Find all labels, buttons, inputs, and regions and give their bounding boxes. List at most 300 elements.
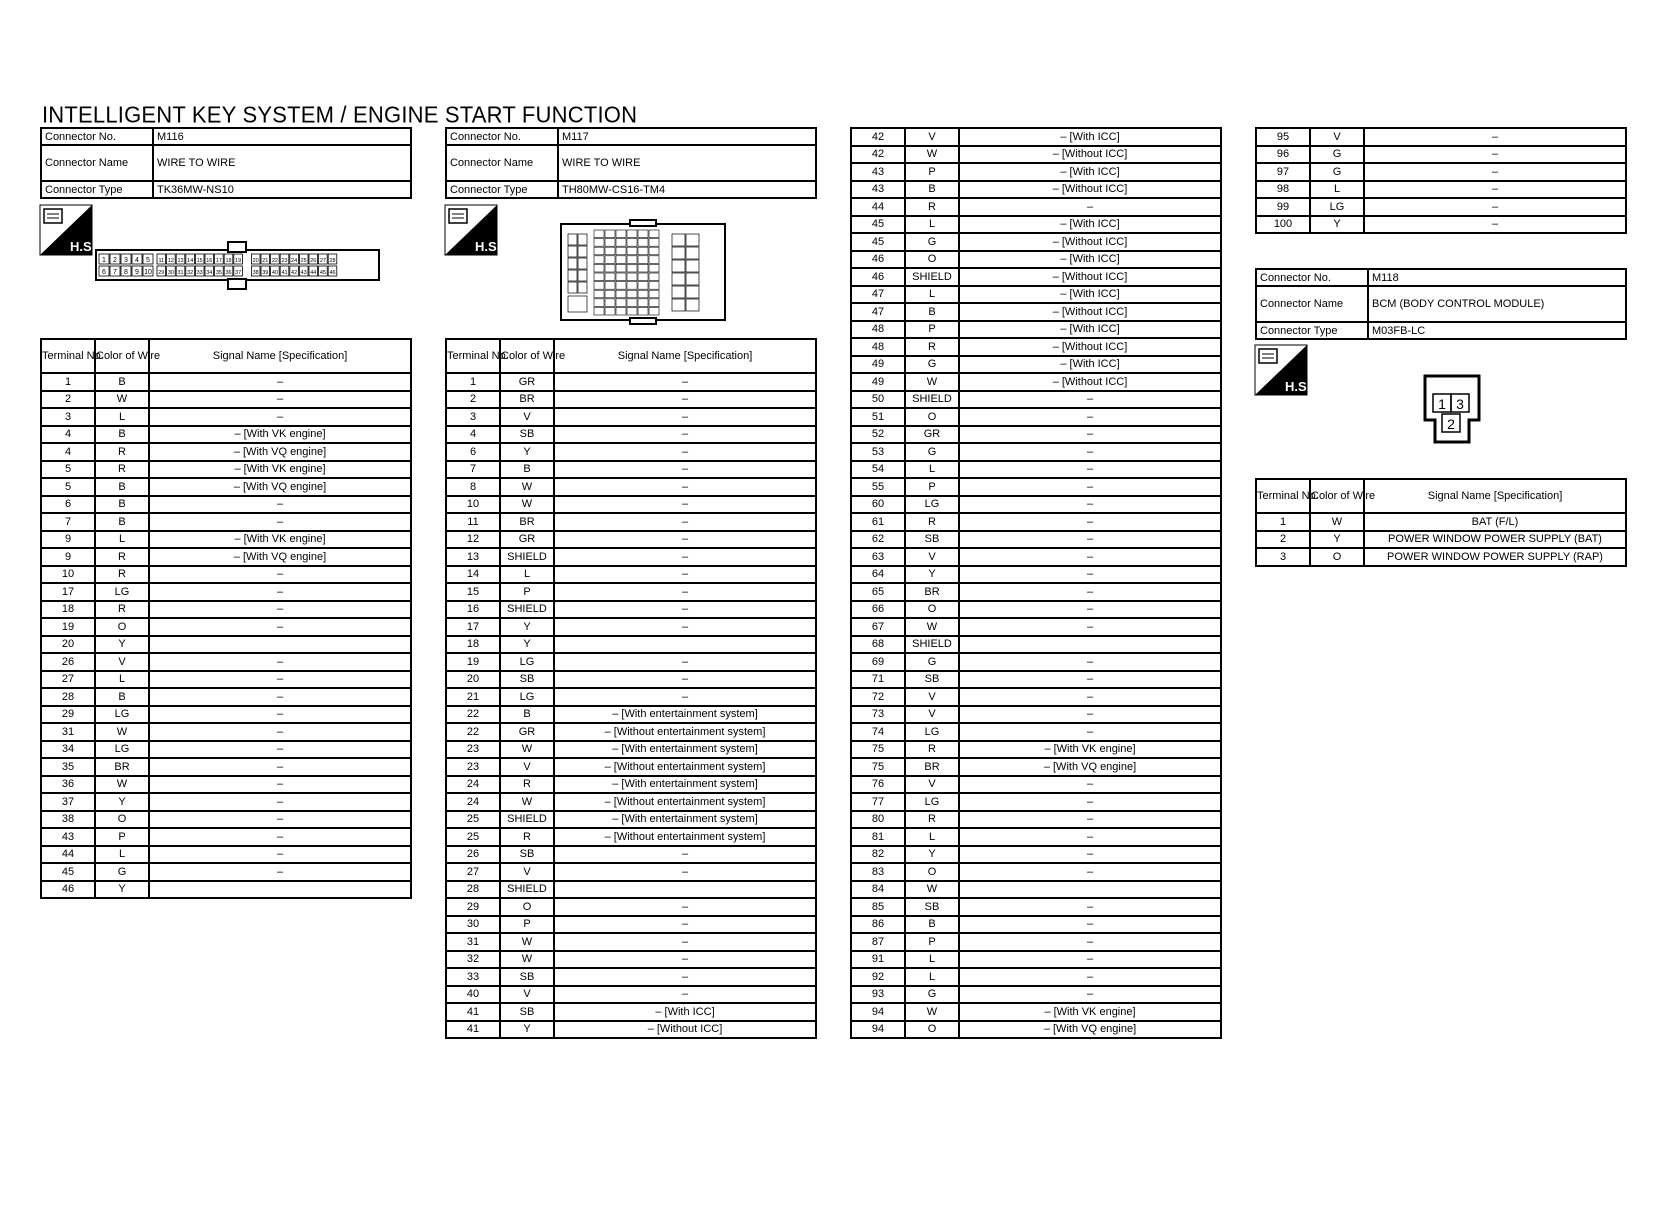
pin-label: 4 [135, 257, 139, 264]
terminal-no-cell: 37 [41, 793, 95, 811]
wire-color-cell: O [905, 863, 959, 881]
signal-name-header: Signal Name [Specification] [554, 339, 816, 373]
table-row [851, 321, 1221, 339]
signal-name-cell: – [Without ICC] [959, 338, 1221, 356]
table-row [851, 426, 1221, 444]
wire-color-cell: LG [905, 496, 959, 514]
terminal-no-cell: 75 [851, 741, 905, 759]
wire-color-cell: P [905, 478, 959, 496]
terminal-no-cell: 93 [851, 986, 905, 1004]
table-row [41, 426, 411, 444]
wire-color-cell: G [905, 653, 959, 671]
table-row [851, 548, 1221, 566]
table-row [1256, 128, 1626, 146]
wire-color-cell: BR [905, 583, 959, 601]
wire-color-cell: SB [500, 968, 554, 986]
wire-color-cell: L [95, 846, 149, 864]
signal-name-cell: – [959, 898, 1221, 916]
terminal-no-cell: 4 [446, 426, 500, 444]
terminal-no-cell: 60 [851, 496, 905, 514]
table-row [41, 636, 411, 654]
signal-name-cell: – [554, 408, 816, 426]
terminal-no-cell: 26 [41, 653, 95, 671]
signal-name-cell: – [Without ICC] [959, 303, 1221, 321]
table-row [851, 303, 1221, 321]
connector-type-label: Connector Type [1256, 322, 1368, 339]
signal-name-cell: – [959, 846, 1221, 864]
table-row [851, 1003, 1221, 1021]
table-row [851, 916, 1221, 934]
signal-name-cell: – [Without entertainment system] [554, 793, 816, 811]
table-row [41, 758, 411, 776]
signal-name-cell: – [959, 408, 1221, 426]
pin-label: 24 [291, 258, 298, 264]
wire-color-cell: LG [905, 793, 959, 811]
wire-color-cell: LG [95, 583, 149, 601]
signal-name-cell: – [554, 916, 816, 934]
signal-name-cell: – [554, 846, 816, 864]
signal-name-cell: – [With ICC] [959, 251, 1221, 269]
terminal-no-cell: 64 [851, 566, 905, 584]
terminal-table-m117-continued [850, 127, 1222, 1039]
table-row [851, 268, 1221, 286]
wire-color-cell: V [500, 986, 554, 1004]
table-row [41, 618, 411, 636]
signal-name-cell [554, 636, 816, 654]
wire-color-cell: LG [905, 723, 959, 741]
signal-name-cell: – [959, 531, 1221, 549]
connector-no-label: Connector No. [41, 128, 153, 145]
wire-color-cell: G [1310, 146, 1364, 164]
wire-color-cell: G [905, 443, 959, 461]
wire-color-cell: R [905, 811, 959, 829]
table-row [1256, 163, 1626, 181]
signal-name-cell: – [1364, 198, 1626, 216]
pin-label: 15 [196, 258, 203, 264]
signal-name-cell: – [959, 391, 1221, 409]
table-row [851, 478, 1221, 496]
wire-color-cell: R [95, 443, 149, 461]
wire-color-cell: LG [500, 653, 554, 671]
wire-color-cell: O [95, 618, 149, 636]
terminal-no-cell: 3 [41, 408, 95, 426]
table-row [851, 128, 1221, 146]
wire-color-cell: GR [500, 373, 554, 391]
terminal-no-cell: 80 [851, 811, 905, 829]
signal-name-cell: – [554, 653, 816, 671]
pin-label: 46 [329, 270, 336, 276]
terminal-no-cell: 10 [41, 566, 95, 584]
signal-name-cell: – [554, 461, 816, 479]
terminal-no-cell: 95 [1256, 128, 1310, 146]
table-row [851, 461, 1221, 479]
terminal-no-cell: 23 [446, 741, 500, 759]
table-row [851, 706, 1221, 724]
signal-name-cell: – [149, 671, 411, 689]
table-row [851, 968, 1221, 986]
wire-color-cell: R [95, 548, 149, 566]
terminal-no-cell: 86 [851, 916, 905, 934]
pin-label: 3 [124, 257, 128, 264]
terminal-no-cell: 10 [446, 496, 500, 514]
table-row [446, 741, 816, 759]
signal-name-cell: – [959, 548, 1221, 566]
pin-label: 3 [1456, 396, 1464, 412]
terminal-no-cell: 15 [446, 583, 500, 601]
terminal-no-header: Terminal No. [1256, 479, 1310, 513]
wire-color-cell: SHIELD [500, 881, 554, 899]
table-row [1256, 181, 1626, 199]
connector-name-label: Connector Name [41, 145, 153, 181]
table-row [446, 898, 816, 916]
table-row [41, 688, 411, 706]
signal-name-cell: – [149, 828, 411, 846]
table-row [851, 356, 1221, 374]
wire-color-cell: L [95, 408, 149, 426]
connector-info-m117 [445, 127, 817, 199]
hs-badge-label: H.S. [70, 239, 96, 254]
wire-color-cell: W [905, 1003, 959, 1021]
wire-color-cell: GR [500, 723, 554, 741]
table-row [446, 531, 816, 549]
pin-label: 2 [113, 257, 117, 264]
terminal-no-cell: 43 [851, 181, 905, 199]
table-row [41, 653, 411, 671]
signal-name-cell: – [554, 968, 816, 986]
table-row [851, 793, 1221, 811]
wire-color-cell: B [95, 688, 149, 706]
signal-name-cell: – [554, 671, 816, 689]
signal-name-cell: BAT (F/L) [1364, 513, 1626, 531]
table-row [851, 776, 1221, 794]
pin-label: 31 [177, 270, 184, 276]
wire-color-cell: P [500, 583, 554, 601]
signal-name-cell: – [149, 706, 411, 724]
signal-name-cell: – [1364, 216, 1626, 234]
wire-color-cell: L [905, 951, 959, 969]
terminal-no-cell: 67 [851, 618, 905, 636]
connector-type-value: TK36MW-NS10 [153, 181, 411, 198]
table-row [446, 793, 816, 811]
terminal-no-cell: 44 [41, 846, 95, 864]
table-row [41, 793, 411, 811]
wire-color-cell: L [500, 566, 554, 584]
terminal-no-cell: 48 [851, 338, 905, 356]
table-row [851, 373, 1221, 391]
table-row [41, 531, 411, 549]
wire-color-cell: B [95, 426, 149, 444]
page-title: INTELLIGENT KEY SYSTEM / ENGINE START FUNCTION [42, 101, 638, 128]
pin-label: 14 [187, 258, 194, 264]
table-row [41, 671, 411, 689]
table-row [446, 653, 816, 671]
wire-color-cell: R [95, 461, 149, 479]
connector-m118-panel [1255, 268, 1627, 340]
signal-name-cell: – [Without ICC] [959, 268, 1221, 286]
table-row [41, 408, 411, 426]
signal-name-cell: – [554, 391, 816, 409]
wire-color-cell: G [905, 986, 959, 1004]
wire-color-cell: Y [95, 881, 149, 899]
signal-name-cell: – [554, 373, 816, 391]
table-row [446, 916, 816, 934]
terminal-no-cell: 63 [851, 548, 905, 566]
table-row [446, 671, 816, 689]
table-row [1256, 146, 1626, 164]
signal-name-cell: – [554, 426, 816, 444]
signal-name-header: Signal Name [Specification] [1364, 479, 1626, 513]
pin-label: 5 [146, 257, 150, 264]
pin-label: 38 [252, 270, 259, 276]
wire-color-cell: L [905, 828, 959, 846]
pin-label: 26 [310, 258, 317, 264]
terminal-no-cell: 48 [851, 321, 905, 339]
terminal-no-cell: 100 [1256, 216, 1310, 234]
signal-name-cell: – [1364, 163, 1626, 181]
wire-color-cell: V [500, 863, 554, 881]
table-row [851, 181, 1221, 199]
terminal-no-header: Terminal No. [446, 339, 500, 373]
connector-info-m118 [1255, 268, 1627, 340]
table-row [41, 741, 411, 759]
terminal-no-cell: 24 [446, 793, 500, 811]
table-row [851, 391, 1221, 409]
terminal-no-cell: 22 [446, 723, 500, 741]
terminal-no-cell: 42 [851, 146, 905, 164]
connector-m116-panel [40, 127, 412, 199]
terminal-no-cell: 87 [851, 933, 905, 951]
signal-name-cell: – [149, 723, 411, 741]
wire-color-cell: W [95, 776, 149, 794]
terminal-no-cell: 84 [851, 881, 905, 899]
hs-badge-icon [40, 205, 96, 255]
pin-label: 11 [158, 258, 165, 264]
connector-no-value: M116 [153, 128, 411, 145]
signal-name-cell: – [149, 776, 411, 794]
table-row [446, 968, 816, 986]
connector-no-value: M117 [558, 128, 816, 145]
wire-color-cell: Y [905, 566, 959, 584]
terminal-no-cell: 14 [446, 566, 500, 584]
signal-name-cell: POWER WINDOW POWER SUPPLY (RAP) [1364, 548, 1626, 566]
table-row [41, 863, 411, 881]
signal-name-cell: – [554, 566, 816, 584]
terminal-no-cell: 19 [446, 653, 500, 671]
connector-info-m116 [40, 127, 412, 199]
wire-color-cell: BR [500, 391, 554, 409]
terminal-no-cell: 8 [446, 478, 500, 496]
wire-color-cell: R [95, 566, 149, 584]
table-row [851, 618, 1221, 636]
signal-name-cell: – [554, 898, 816, 916]
signal-name-cell [959, 881, 1221, 899]
terminal-no-cell: 5 [41, 461, 95, 479]
connector-name-label: Connector Name [1256, 286, 1368, 322]
table-row [446, 706, 816, 724]
terminal-no-cell: 46 [851, 251, 905, 269]
wire-color-cell: O [905, 251, 959, 269]
connector-name-value: BCM (BODY CONTROL MODULE) [1368, 286, 1626, 322]
signal-name-cell: – [554, 583, 816, 601]
terminal-no-cell: 1 [41, 373, 95, 391]
color-of-wire-header: Color of Wire [500, 339, 554, 373]
signal-name-cell: – [Without ICC] [959, 181, 1221, 199]
signal-name-cell [149, 636, 411, 654]
table-row [851, 811, 1221, 829]
wire-color-cell: W [500, 741, 554, 759]
terminal-no-cell: 40 [446, 986, 500, 1004]
wire-color-cell: B [905, 916, 959, 934]
terminal-no-cell: 9 [41, 531, 95, 549]
wire-color-cell: G [905, 356, 959, 374]
connector-type-label: Connector Type [446, 181, 558, 198]
table-row [446, 426, 816, 444]
table-row [851, 898, 1221, 916]
terminal-no-cell: 76 [851, 776, 905, 794]
signal-name-cell [149, 881, 411, 899]
terminal-no-cell: 46 [851, 268, 905, 286]
wire-color-cell: BR [95, 758, 149, 776]
table-row [851, 671, 1221, 689]
table-row [41, 723, 411, 741]
signal-name-cell: – [With ICC] [959, 216, 1221, 234]
terminal-no-cell: 45 [851, 233, 905, 251]
wire-color-cell: W [500, 793, 554, 811]
terminal-no-cell: 44 [851, 198, 905, 216]
wire-color-cell: R [905, 741, 959, 759]
pin-label: 6 [102, 269, 106, 276]
terminal-no-cell: 4 [41, 426, 95, 444]
wire-color-cell: SB [500, 1003, 554, 1021]
table-row [851, 828, 1221, 846]
wire-color-cell: GR [500, 531, 554, 549]
signal-name-cell: – [With entertainment system] [554, 811, 816, 829]
signal-name-cell: – [959, 601, 1221, 619]
terminal-no-cell: 82 [851, 846, 905, 864]
table-row [446, 881, 816, 899]
signal-name-cell: – [With VK engine] [149, 531, 411, 549]
connector-no-label: Connector No. [446, 128, 558, 145]
terminal-no-cell: 2 [41, 391, 95, 409]
table-row [446, 828, 816, 846]
wire-color-cell: SHIELD [905, 636, 959, 654]
terminal-no-cell: 17 [446, 618, 500, 636]
pin-label: 29 [158, 270, 165, 276]
signal-name-cell: – [554, 688, 816, 706]
signal-name-cell: – [Without ICC] [959, 373, 1221, 391]
terminal-no-cell: 69 [851, 653, 905, 671]
signal-name-cell: – [959, 478, 1221, 496]
terminal-no-cell: 61 [851, 513, 905, 531]
pin-label: 45 [319, 270, 326, 276]
pin-label: 34 [206, 270, 213, 276]
wire-color-cell: L [95, 671, 149, 689]
wire-color-cell: L [95, 531, 149, 549]
terminal-no-cell: 92 [851, 968, 905, 986]
table-row [851, 933, 1221, 951]
table-row [851, 566, 1221, 584]
table-row [446, 776, 816, 794]
table-row [851, 531, 1221, 549]
wire-color-cell: V [905, 776, 959, 794]
signal-name-cell: – [With VK engine] [149, 461, 411, 479]
signal-name-cell: – [149, 391, 411, 409]
wire-color-cell: V [905, 706, 959, 724]
wire-color-cell: G [95, 863, 149, 881]
terminal-table-m116 [40, 338, 412, 899]
table-row [851, 443, 1221, 461]
terminal-no-cell: 6 [41, 496, 95, 514]
wire-color-cell: R [905, 513, 959, 531]
terminal-no-cell: 29 [41, 706, 95, 724]
terminal-no-cell: 13 [446, 548, 500, 566]
wire-color-cell: BR [500, 513, 554, 531]
terminal-no-cell: 97 [1256, 163, 1310, 181]
wire-color-cell: O [500, 898, 554, 916]
table-row [851, 513, 1221, 531]
wire-color-cell: V [1310, 128, 1364, 146]
table-row [851, 496, 1221, 514]
table-row [851, 758, 1221, 776]
terminal-no-cell: 99 [1256, 198, 1310, 216]
pin-label: 30 [167, 270, 174, 276]
wire-color-cell: SB [905, 898, 959, 916]
wire-color-cell: R [500, 828, 554, 846]
terminal-no-cell: 11 [446, 513, 500, 531]
terminal-table-m118 [1255, 478, 1627, 567]
table-row [446, 443, 816, 461]
signal-name-cell: – [959, 513, 1221, 531]
terminal-no-cell: 24 [446, 776, 500, 794]
terminal-no-cell: 74 [851, 723, 905, 741]
wire-color-cell: W [500, 933, 554, 951]
signal-name-cell: – [149, 811, 411, 829]
pin-label: 1 [1438, 396, 1446, 412]
color-of-wire-header: Color of Wire [95, 339, 149, 373]
terminal-no-cell: 3 [1256, 548, 1310, 566]
table-row [446, 811, 816, 829]
pin-label: 10 [144, 269, 152, 276]
signal-name-cell: – [149, 618, 411, 636]
wire-color-cell: L [905, 461, 959, 479]
signal-name-cell: – [959, 811, 1221, 829]
table-row [851, 1021, 1221, 1039]
terminal-no-cell: 31 [41, 723, 95, 741]
terminal-no-cell: 77 [851, 793, 905, 811]
signal-name-cell: – [959, 776, 1221, 794]
terminal-no-cell: 17 [41, 583, 95, 601]
pin-label: 33 [196, 270, 203, 276]
signal-name-cell [554, 881, 816, 899]
wire-color-cell: Y [95, 636, 149, 654]
signal-name-cell: – [With ICC] [959, 163, 1221, 181]
table-row [41, 496, 411, 514]
signal-name-cell: – [149, 688, 411, 706]
table-row [446, 688, 816, 706]
hs-badge-icon [445, 205, 501, 255]
signal-name-cell: – [959, 618, 1221, 636]
signal-name-cell: – [959, 671, 1221, 689]
terminal-no-cell: 30 [446, 916, 500, 934]
terminal-no-cell: 1 [1256, 513, 1310, 531]
wire-color-cell: LG [95, 741, 149, 759]
terminal-no-cell: 7 [41, 513, 95, 531]
wire-color-cell: B [500, 706, 554, 724]
table-row [851, 251, 1221, 269]
terminal-no-cell: 51 [851, 408, 905, 426]
signal-name-cell: – [149, 496, 411, 514]
terminal-no-cell: 73 [851, 706, 905, 724]
